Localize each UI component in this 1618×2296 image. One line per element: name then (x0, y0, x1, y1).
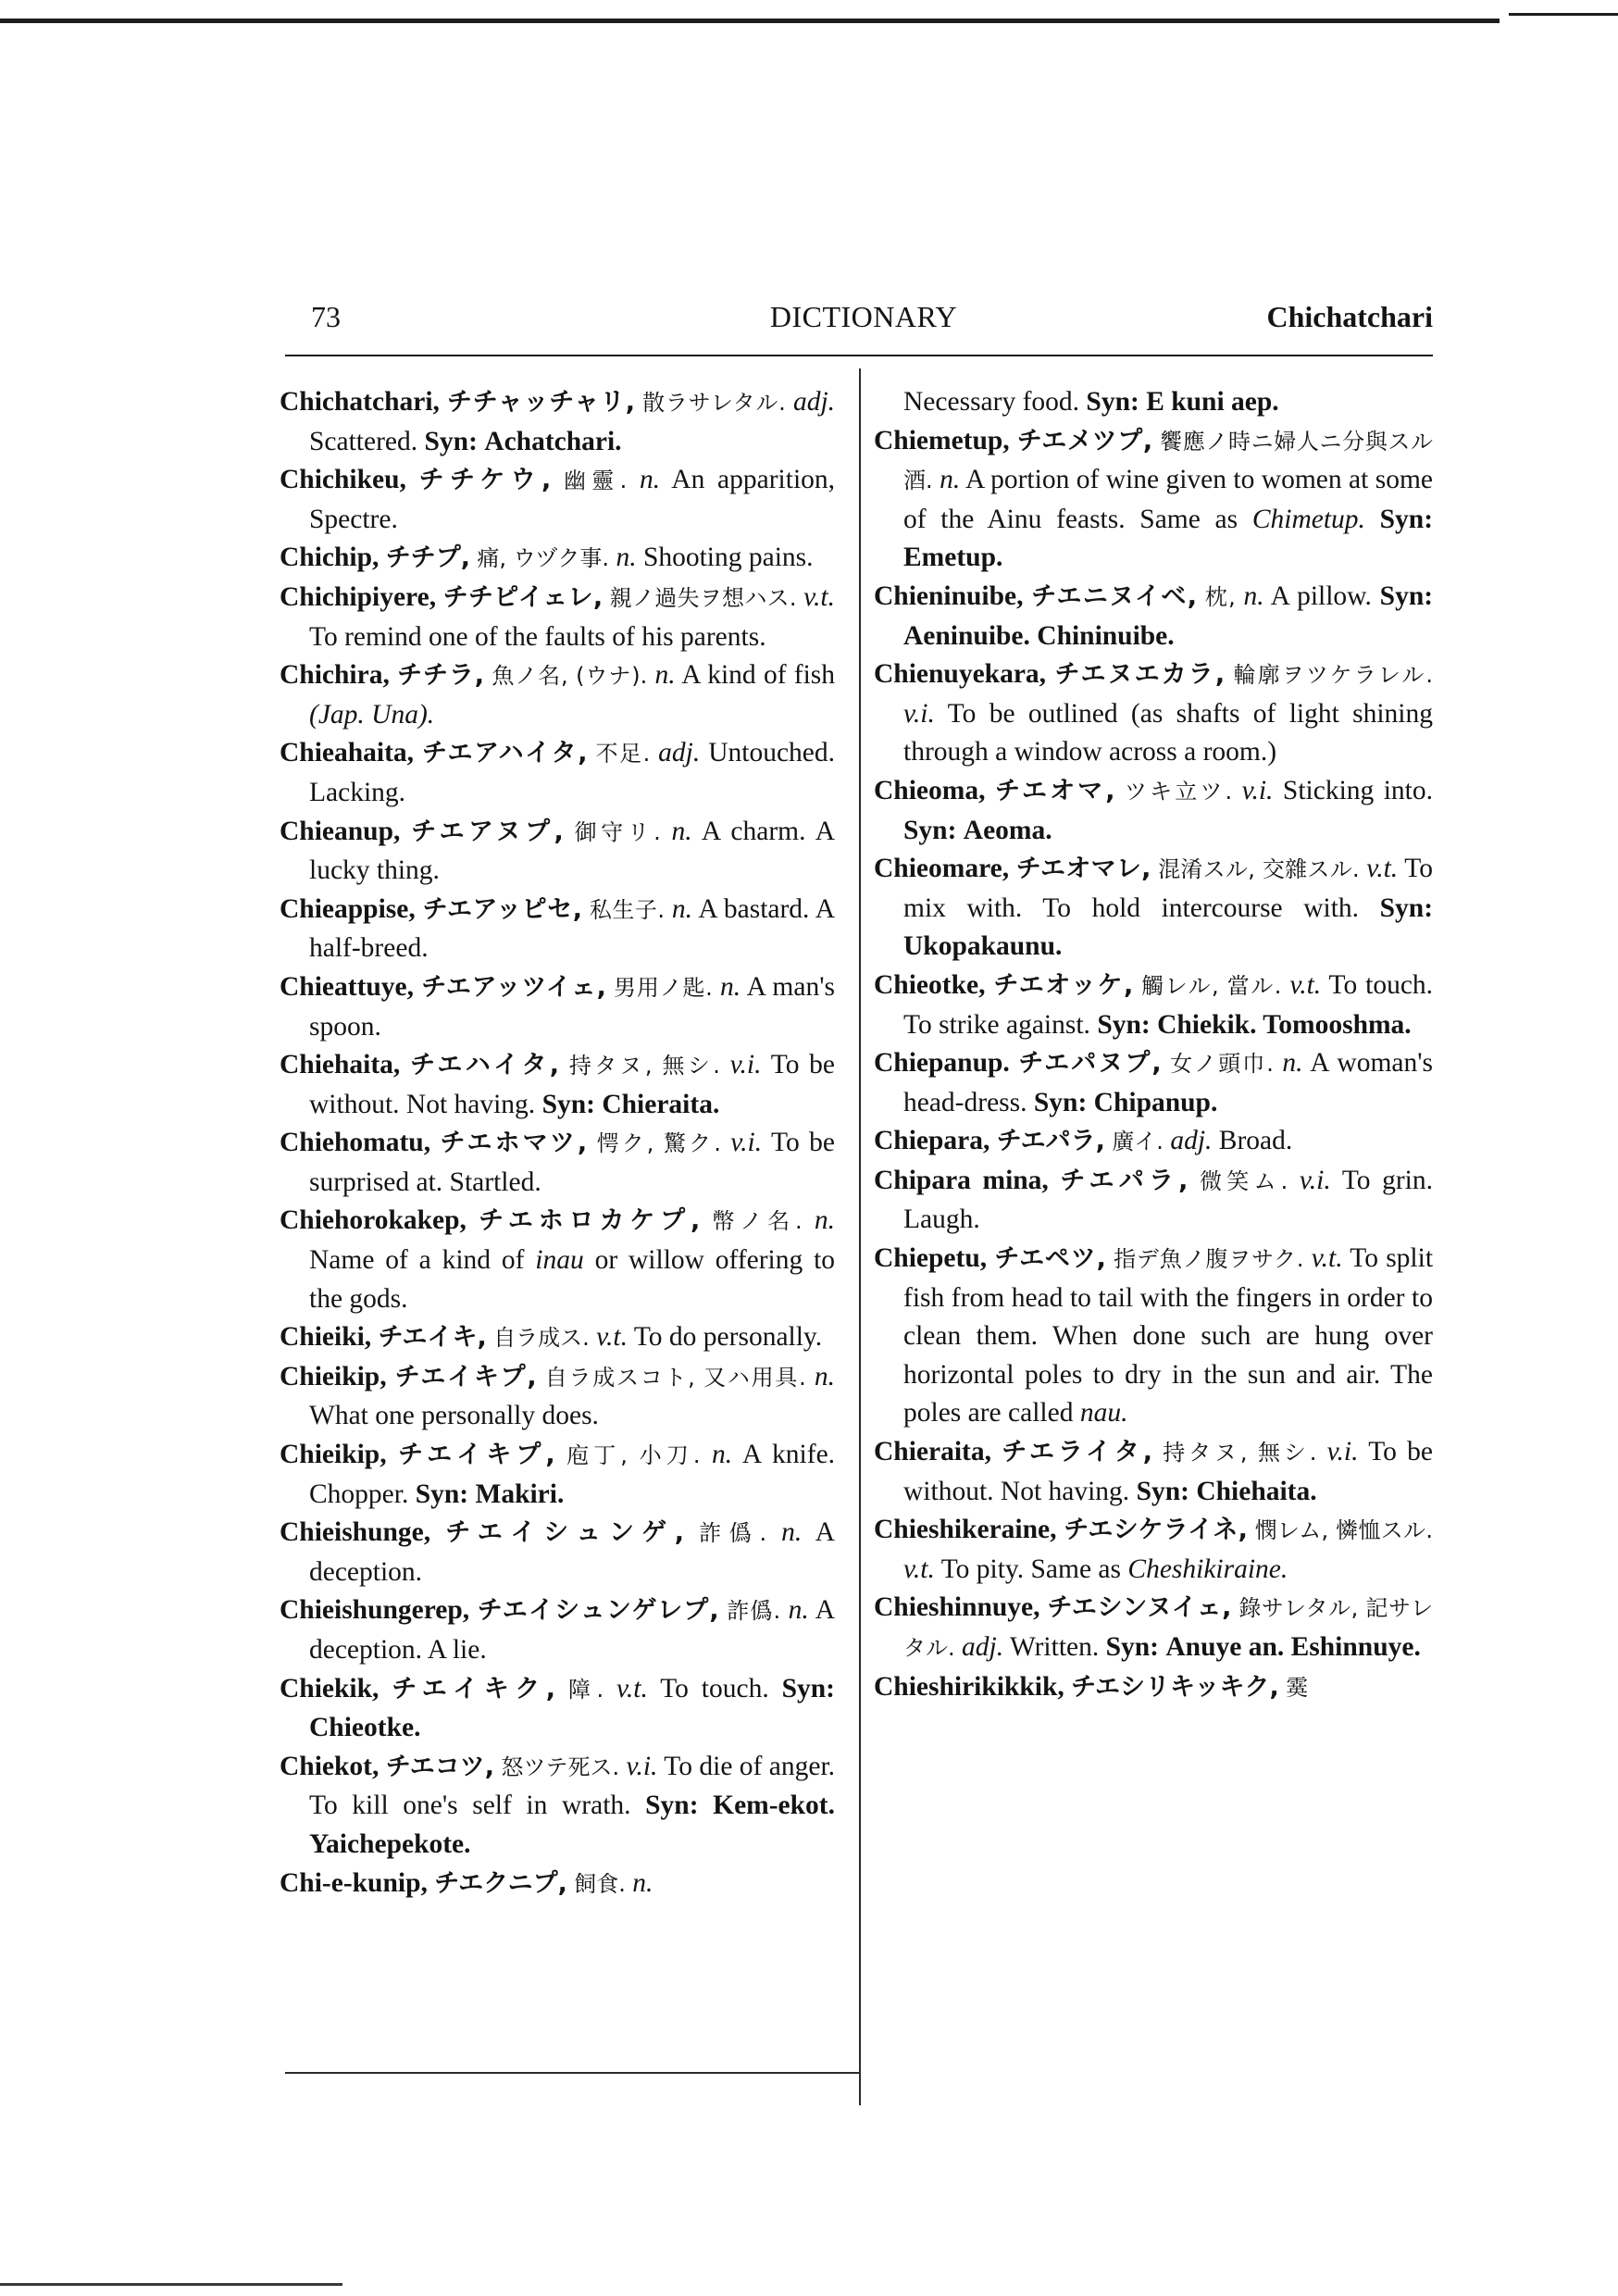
page-number: 73 (311, 300, 341, 333)
part-of-speech: n. (711, 1440, 733, 1470)
english-gloss: What one personally does. (309, 1401, 599, 1431)
part-of-speech: n. (814, 1205, 836, 1236)
english-gloss: Necessary food. (903, 387, 1080, 417)
japanese-gloss: 幽靈. (563, 468, 628, 494)
dictionary-entry (874, 655, 1433, 772)
japanese-gloss: 枕, (1204, 583, 1236, 610)
dictionary-entry (280, 1202, 835, 1318)
kana-reading: チエアハイタ, (422, 739, 588, 768)
reference: nau. (1079, 1398, 1128, 1429)
synonym: Chipanup. (1093, 1087, 1218, 1117)
part-of-speech: n. (616, 543, 637, 573)
english-gloss: A kind of fish (681, 660, 836, 691)
synonym-label: Syn: (645, 1791, 699, 1821)
kana-reading: チエペツ, (994, 1244, 1106, 1274)
part-of-speech: v.t. (616, 1673, 648, 1703)
japanese-gloss: 痛, ウヅク事. (477, 545, 610, 572)
dictionary-entry (280, 1124, 835, 1202)
kana-reading: チエパラ, (996, 1127, 1105, 1156)
dictionary-entry (874, 1162, 1433, 1240)
kana-reading: チエニヌイベ, (1031, 581, 1197, 611)
japanese-gloss: 男用ノ匙. (614, 974, 713, 1001)
synonym: Emetup. (903, 543, 1003, 573)
headword: Chichatchari, (280, 387, 440, 417)
english-gloss: To split fish from head to tail with the fingers in order to clean them. When done such are hung over horizontal poles to dry in the sun and air. The poles are called (903, 1243, 1434, 1429)
kana-reading: チエクニプ, (434, 1868, 567, 1898)
dictionary-entry (280, 1358, 835, 1436)
part-of-speech: v.t. (1366, 854, 1399, 884)
kana-reading: チエメツプ, (1016, 426, 1153, 455)
running-title: DICTIONARY (769, 300, 958, 333)
kana-reading: チチケウ, (418, 466, 552, 495)
part-of-speech: v.i. (729, 1050, 762, 1080)
part-of-speech: n. (671, 816, 692, 846)
part-of-speech: n. (940, 465, 961, 495)
synonym: Anuye an. Eshinnuye. (1165, 1632, 1421, 1662)
japanese-gloss: 憫レム, 憐恤スル. (1254, 1517, 1433, 1544)
reference: (Jap. Una). (309, 699, 435, 730)
header-rule (285, 355, 1433, 356)
japanese-gloss: 混淆スル, 交雜スル. (1158, 856, 1360, 883)
dictionary-entry (874, 1668, 1433, 1708)
dictionary-entry (874, 1122, 1433, 1162)
dictionary-entry (280, 1436, 835, 1514)
dictionary-entry (874, 1589, 1433, 1667)
headword: Chiehorokakep, (280, 1205, 467, 1236)
headword: Chieappise, (280, 893, 416, 924)
japanese-gloss: 微笑ム. (1200, 1167, 1288, 1194)
headword: Chieotke, (874, 969, 986, 1000)
english-gloss: Written. (1009, 1632, 1100, 1662)
dictionary-entry (874, 967, 1433, 1044)
part-of-speech: n. (814, 1361, 836, 1391)
japanese-gloss: 自ラ成ス. (493, 1325, 590, 1352)
part-of-speech: adj. (962, 1632, 1004, 1662)
english-gloss: To grin. Laugh. (903, 1165, 1434, 1235)
part-of-speech: n. (1243, 580, 1264, 611)
japanese-gloss: 親ノ過失ヲ想ハス. (609, 584, 797, 611)
part-of-speech: n. (671, 893, 693, 924)
headword: Chieninuibe, (874, 580, 1024, 611)
synonym: Kem-ekot. Yaichepekote. (309, 1791, 836, 1859)
japanese-gloss: 女ノ頭巾. (1170, 1051, 1274, 1078)
dictionary-entry (874, 1511, 1433, 1589)
part-of-speech: n. (632, 1867, 653, 1898)
dictionary-entry (280, 813, 835, 891)
dictionary-entry (280, 1514, 835, 1591)
scan-edge-top (0, 19, 1500, 23)
headword: Chiehaita, (280, 1050, 401, 1080)
kana-reading: チエパラ, (1060, 1166, 1189, 1195)
english-gloss: A deception. A lie. (309, 1595, 835, 1665)
headword: Chiekik, (280, 1673, 380, 1703)
kana-reading: チエオマレ, (1015, 855, 1151, 884)
headword: Chieshirikikkik, (874, 1671, 1064, 1702)
dictionary-entry (280, 656, 835, 734)
dictionary-entry (280, 1591, 835, 1669)
japanese-gloss: 詐僞. (699, 1520, 767, 1547)
kana-reading: チエイキク, (392, 1674, 556, 1703)
english-gloss: A deception. (309, 1517, 836, 1587)
kana-reading: チエヌエカラ, (1054, 660, 1226, 690)
part-of-speech: v.i. (626, 1751, 658, 1781)
english-gloss: Scattered. (309, 426, 418, 456)
japanese-gloss: 廣イ. (1112, 1129, 1164, 1155)
part-of-speech: adj. (792, 387, 836, 417)
headword: Chieshinnuye, (874, 1592, 1040, 1623)
synonym-label: Syn: (1379, 892, 1434, 923)
column-divider (859, 368, 861, 2105)
part-of-speech: v.t. (596, 1322, 628, 1353)
headword: Chieomare, (874, 854, 1010, 884)
kana-reading: チエシケライネ, (1064, 1516, 1248, 1545)
english-gloss: To pity. Same as (940, 1554, 1122, 1584)
headword: Chiekot, (280, 1751, 380, 1781)
japanese-gloss: 持タヌ, 無シ. (568, 1053, 720, 1079)
synonym: Chiehaita. (1196, 1476, 1317, 1506)
dictionary-entry (280, 1748, 835, 1865)
part-of-speech: v.t. (803, 581, 835, 612)
part-of-speech: v.t. (1289, 969, 1322, 1000)
headword: Chieishungerep, (280, 1595, 470, 1626)
left-column-bottom-rule (285, 2072, 859, 2074)
english-gloss: To die of anger. To kill one's self in wrath. (309, 1751, 836, 1821)
kana-reading: チエイキプ, (398, 1441, 555, 1470)
scan-edge-top-right (1509, 13, 1618, 16)
synonym-label: Syn: (1086, 387, 1139, 417)
english-gloss-continued: or willow offering to the gods. (309, 1245, 836, 1314)
japanese-gloss: 庖丁, 小刀. (566, 1442, 701, 1469)
headword: Chienuyekara, (874, 659, 1047, 690)
headword: Chieanup, (280, 816, 401, 846)
english-gloss: A bastard. A half-breed. (309, 893, 836, 964)
kana-reading: チエシンヌイェ, (1047, 1593, 1232, 1623)
synonym-label: Syn: (415, 1479, 469, 1509)
headword: Chiepetu, (874, 1243, 988, 1274)
kana-reading: チエアヌプ, (411, 817, 564, 846)
english-gloss: To be without. Not having. (903, 1437, 1433, 1506)
kana-reading: チエホマツ, (440, 1129, 588, 1158)
japanese-gloss: 自ラ成スコト, 又ハ用具. (544, 1364, 806, 1391)
dictionary-entry (280, 1670, 835, 1748)
part-of-speech: v.i. (1241, 775, 1274, 805)
kana-reading: チエイシュンゲレプ, (477, 1596, 719, 1626)
kana-reading: チエハイタ, (410, 1051, 560, 1080)
dictionary-entry (280, 891, 835, 968)
english-gloss: A pillow. (1270, 580, 1372, 611)
japanese-gloss: ツキ立ツ. (1125, 778, 1233, 805)
headword: Chichira, (280, 660, 390, 691)
synonym-label: Syn: (1379, 580, 1434, 611)
english-gloss: A man's spoon. (309, 971, 836, 1042)
english-gloss: To be surprised at. Startled. (309, 1128, 836, 1197)
synonym-label: Syn: (1136, 1476, 1189, 1506)
japanese-gloss: 幣ノ名. (712, 1208, 803, 1235)
japanese-gloss: 散ラサレタル. (642, 390, 786, 416)
english-gloss: Untouched. Lacking. (309, 738, 836, 807)
japanese-gloss: 愕ク, 驚ク. (596, 1130, 721, 1157)
headword: Chieattuye, (280, 971, 415, 1002)
part-of-speech: n. (781, 1517, 803, 1548)
japanese-gloss: 詐僞. (727, 1598, 781, 1625)
synonym-label: Syn: (781, 1673, 835, 1703)
japanese-gloss: 持タヌ, 無シ. (1163, 1440, 1317, 1466)
dictionary-entry (280, 1046, 835, 1124)
synonym: Chieraita. (602, 1089, 720, 1119)
synonym: E kuni aep. (1146, 387, 1279, 417)
kana-reading: チエホロカケプ, (479, 1206, 701, 1236)
dictionary-entry (874, 578, 1433, 655)
synonym: Aeoma. (963, 815, 1052, 845)
dictionary-entry (874, 850, 1433, 967)
synonym-label: Syn: (1379, 504, 1434, 534)
headword: Chieahaita, (280, 738, 415, 768)
guide-word: Chichatchari (1266, 300, 1433, 333)
japanese-gloss: 飼食. (574, 1870, 626, 1897)
kana-reading: チエライタ, (1002, 1438, 1152, 1467)
synonym: Achatchari. (484, 426, 622, 456)
synonym: Chieotke. (309, 1713, 421, 1743)
kana-reading: チエパヌプ, (1018, 1049, 1162, 1079)
kana-reading: チエコツ, (385, 1752, 495, 1781)
part-of-speech: v.t. (1311, 1243, 1343, 1274)
synonym: Chiekik. Tomooshma. (1157, 1009, 1412, 1040)
kana-reading: チエシリキッキク, (1071, 1672, 1279, 1702)
kana-reading: チエオマ, (994, 776, 1115, 805)
english-gloss: Name of a kind of (309, 1245, 525, 1276)
synonym: Ukopakaunu. (903, 931, 1063, 962)
kana-reading: チチラ, (397, 661, 485, 691)
english-gloss: A charm. A lucky thing. (309, 816, 836, 886)
english-gloss: A knife. Chopper. (309, 1440, 836, 1509)
headword: Chipara mina, (874, 1165, 1049, 1195)
japanese-gloss: 怒ツテ死ス. (501, 1753, 620, 1780)
headword: Chiehomatu, (280, 1128, 431, 1158)
english-gloss: An apparition, Spectre. (309, 465, 836, 534)
synonym: Makiri. (475, 1479, 565, 1509)
japanese-gloss: 魚ノ名, (ウナ). (492, 663, 648, 690)
kana-reading: チエイキ, (378, 1323, 487, 1353)
kana-reading: チエアッピセ, (422, 894, 582, 924)
headword: Chieiki, (280, 1322, 372, 1353)
part-of-speech: n. (640, 465, 661, 495)
kana-reading: チチプ, (385, 543, 471, 573)
right-column (874, 383, 1433, 1707)
headword: Chi-e-kunip, (280, 1867, 428, 1898)
left-column (280, 383, 835, 1903)
part-of-speech: n. (719, 971, 741, 1002)
kana-reading: チエイキプ, (394, 1362, 537, 1391)
headword: Chiepara, (874, 1126, 990, 1156)
english-gloss: To touch. To strike against. (903, 969, 1434, 1040)
dictionary-entry (874, 422, 1433, 578)
japanese-gloss: 錄サレタル, 記サレタル. (903, 1595, 1434, 1661)
reference: Cheshikiraine. (1127, 1554, 1288, 1584)
synonym-label: Syn: (903, 815, 957, 845)
dictionary-entry (280, 539, 835, 579)
reference: Chimetup. (1251, 504, 1365, 534)
japanese-gloss: 障. (567, 1676, 604, 1703)
headword: Chichikeu, (280, 465, 406, 495)
dictionary-entry (280, 461, 835, 539)
kana-reading: チエアッツイェ, (421, 972, 606, 1002)
english-gloss: Shooting pains. (642, 543, 814, 573)
dictionary-entry (874, 772, 1433, 850)
dictionary-entry (874, 1044, 1433, 1122)
part-of-speech: adj. (1170, 1126, 1213, 1156)
english-gloss: A portion of wine given to women at some of the Ainu feasts. Same as (903, 465, 1434, 534)
part-of-speech: v.i. (730, 1128, 763, 1158)
headword: Chieshikeraine, (874, 1515, 1057, 1545)
japanese-gloss: 私生子. (589, 896, 666, 923)
synonym-label: Syn: (541, 1089, 595, 1119)
japanese-gloss: 觸レル, 當ル. (1141, 972, 1282, 999)
dictionary-entry (874, 1240, 1433, 1433)
japanese-gloss: 不足. (595, 741, 651, 767)
kana-reading: チエオッケ, (993, 970, 1134, 1000)
part-of-speech: n. (654, 660, 676, 691)
english-gloss: To do personally. (633, 1322, 823, 1353)
english-gloss: To mix with. To hold intercourse with. (903, 854, 1434, 923)
english-gloss: To be without. Not having. (309, 1050, 836, 1119)
english-gloss: A woman's head-dress. (903, 1048, 1434, 1117)
synonym-label: Syn: (1033, 1087, 1088, 1117)
english-gloss: Sticking into. (1282, 775, 1434, 805)
scan-edge-bottom (0, 2283, 342, 2286)
kana-reading: チチピイェレ, (442, 582, 604, 612)
headword: Chieikip, (280, 1361, 387, 1391)
part-of-speech: n. (788, 1595, 809, 1626)
dictionary-entry (280, 968, 835, 1046)
headword: Chieoma, (874, 775, 986, 805)
english-gloss: Broad. (1218, 1126, 1293, 1156)
synonym-label: Syn: (424, 426, 478, 456)
dictionary-entry (280, 579, 835, 656)
kana-reading: チチャッチャリ, (447, 388, 635, 417)
japanese-gloss: 輪廓ヲツケラレル. (1233, 662, 1433, 689)
japanese-gloss: 指デ魚ノ腹ヲサク. (1114, 1246, 1304, 1273)
headword: Chieikip, (280, 1440, 387, 1470)
reference: inau (535, 1245, 584, 1276)
part-of-speech: v.i. (1326, 1437, 1359, 1467)
dictionary-entry (280, 734, 835, 812)
headword: Chichip, (280, 543, 380, 573)
japanese-gloss: 霙 (1286, 1674, 1309, 1701)
dictionary-entry (874, 1433, 1433, 1511)
part-of-speech: adj. (658, 738, 701, 768)
english-gloss: To touch. (660, 1673, 769, 1703)
part-of-speech: n. (1282, 1048, 1303, 1079)
dictionary-entry (280, 1318, 835, 1358)
headword: Chieishunge, (280, 1517, 431, 1548)
synonym-label: Syn: (1097, 1009, 1151, 1040)
headword: Chichipiyere, (280, 581, 437, 612)
part-of-speech: v.t. (903, 1554, 935, 1584)
dictionary-entry (280, 1865, 835, 1904)
english-gloss: To remind one of the faults of his parents. (309, 621, 766, 652)
japanese-gloss: 饗應ノ時ニ婦人ニ分與スル酒. (903, 428, 1434, 494)
page-header (294, 296, 1433, 343)
japanese-gloss: 御守リ. (574, 818, 661, 845)
part-of-speech: v.i. (1299, 1165, 1331, 1195)
headword: Chiepanup. (874, 1048, 1010, 1079)
headword: Chiemetup, (874, 425, 1010, 455)
kana-reading: チエイシュンゲ, (445, 1518, 685, 1548)
synonym: Aeninuibe. Chininuibe. (903, 620, 1175, 651)
part-of-speech: v.i. (903, 698, 935, 729)
dictionary-entry (874, 383, 1433, 422)
synonym-label: Syn: (1105, 1632, 1159, 1662)
english-gloss: To be outlined (as shafts of light shining through a window across a room.) (903, 698, 1434, 767)
headword: Chieraita, (874, 1437, 991, 1467)
dictionary-entry (280, 383, 835, 461)
